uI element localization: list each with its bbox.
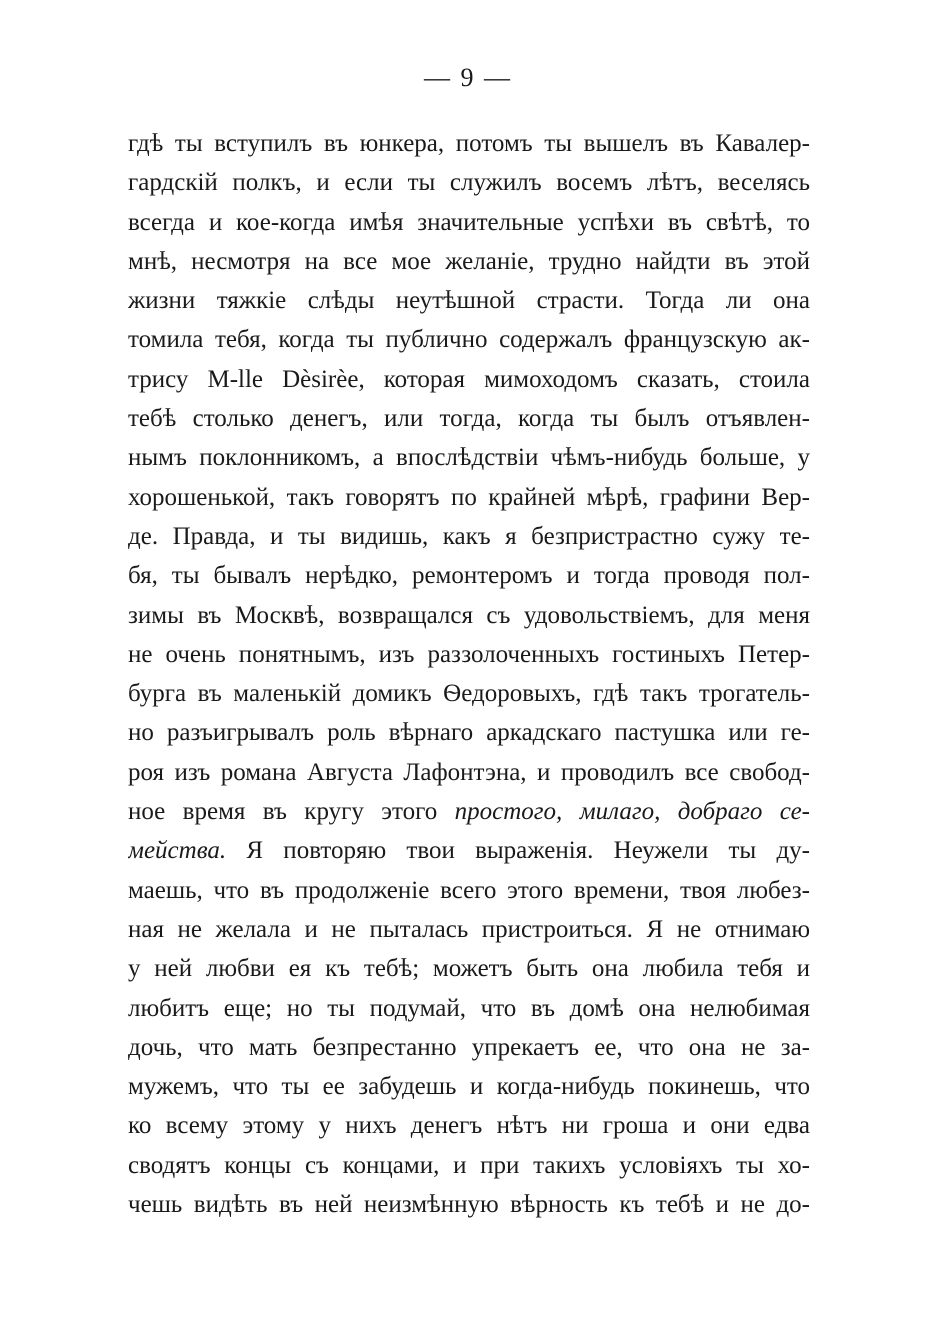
text-line: любитъ еще; но ты подумай, что въ домѣ она нелюбимая [128,994,810,1022]
text-line: маешь, что въ продолженіе всего этого времени, твоя любез- [128,876,810,904]
italic-text-segment: мейства. [128,837,227,865]
text-line: гдѣ ты вступилъ въ юнкера, потомъ ты вышелъ въ Кавалер- [128,130,810,157]
text-line: де. Правда, и ты видишь, какъ я безпристрастно сужу те- [128,522,810,550]
text-line: жизни тяжкіе слѣды неутѣшной страсти. Тогда ли она [128,287,810,315]
text-segment: Я повторяю твои выраженія. Неужели ты ду- [226,837,810,865]
text-line: бурга въ маленькій домикъ Ѳедоровыхъ, гдѣ такъ трогатель- [128,680,810,708]
text-line: чешь видѣть въ ней неизмѣнную вѣрность къ тебѣ и не до- [128,1191,810,1219]
text-line-with-italic [128,831,810,870]
text-line: ко всему этому у нихъ денегъ нѣтъ ни гроша и они едва [128,1112,810,1140]
text-line: мнѣ, несмотря на все мое желаніе, трудно найдти въ этой [128,247,810,275]
text-line: всегда и кое-когда имѣя значительные успѣхи въ свѣтѣ, то [128,208,810,236]
text-line: бя, ты бывалъ нерѣдко, ремонтеромъ и тогда проводя пол- [128,562,810,590]
text-line: трису M-lle Dèsirèe, которая мимоходомъ сказать, стоила [128,365,810,393]
text-line: дочь, что мать безпрестанно упрекаетъ ее, что она не за- [128,1033,810,1061]
text-line: томила тебя, когда ты публично содержалъ французскую ак- [128,326,810,354]
text-line: не очень понятнымъ, изъ раззолоченныхъ гостиныхъ Петер- [128,640,810,668]
text-line: гардскій полкъ, и если ты служилъ восемъ лѣтъ, веселясь [128,169,810,197]
text-line: мужемъ, что ты ее забудешь и когда-нибудь покинешь, что [128,1073,810,1101]
text-line: у ней любви ея къ тебѣ; можетъ быть она любила тебя и [128,955,810,983]
text-line: зимы въ Москвѣ, возвращался съ удовольствіемъ, для меня [128,601,810,629]
text-line: ная не желала и не пыталась пристроиться. Я не отнимаю [128,915,810,943]
text-line: хорошенькой, такъ говорятъ по крайней мѣрѣ, графини Вер- [128,483,810,511]
body-text [128,124,810,1224]
text-line: но разъигрывалъ роль вѣрнаго аркадскаго пастушка или ге- [128,719,810,747]
text-line: роя изъ романа Августа Лафонтэна, и проводилъ все свобод- [128,758,810,786]
text-segment: ное время въ кругу этого [128,798,455,826]
page-number: — 9 — [424,63,512,92]
text-line: нымъ поклонникомъ, а впослѣдствіи чѣмъ-нибудь больше, у [128,444,810,472]
text-line: тебѣ столько денегъ, или тогда, когда ты былъ отъявлен- [128,405,810,433]
text-line: сводятъ концы съ концами, и при такихъ условіяхъ ты хо- [128,1151,810,1179]
italic-text-segment: простого, милаго, добраго се- [454,798,810,826]
text-line-with-italic [128,792,810,831]
